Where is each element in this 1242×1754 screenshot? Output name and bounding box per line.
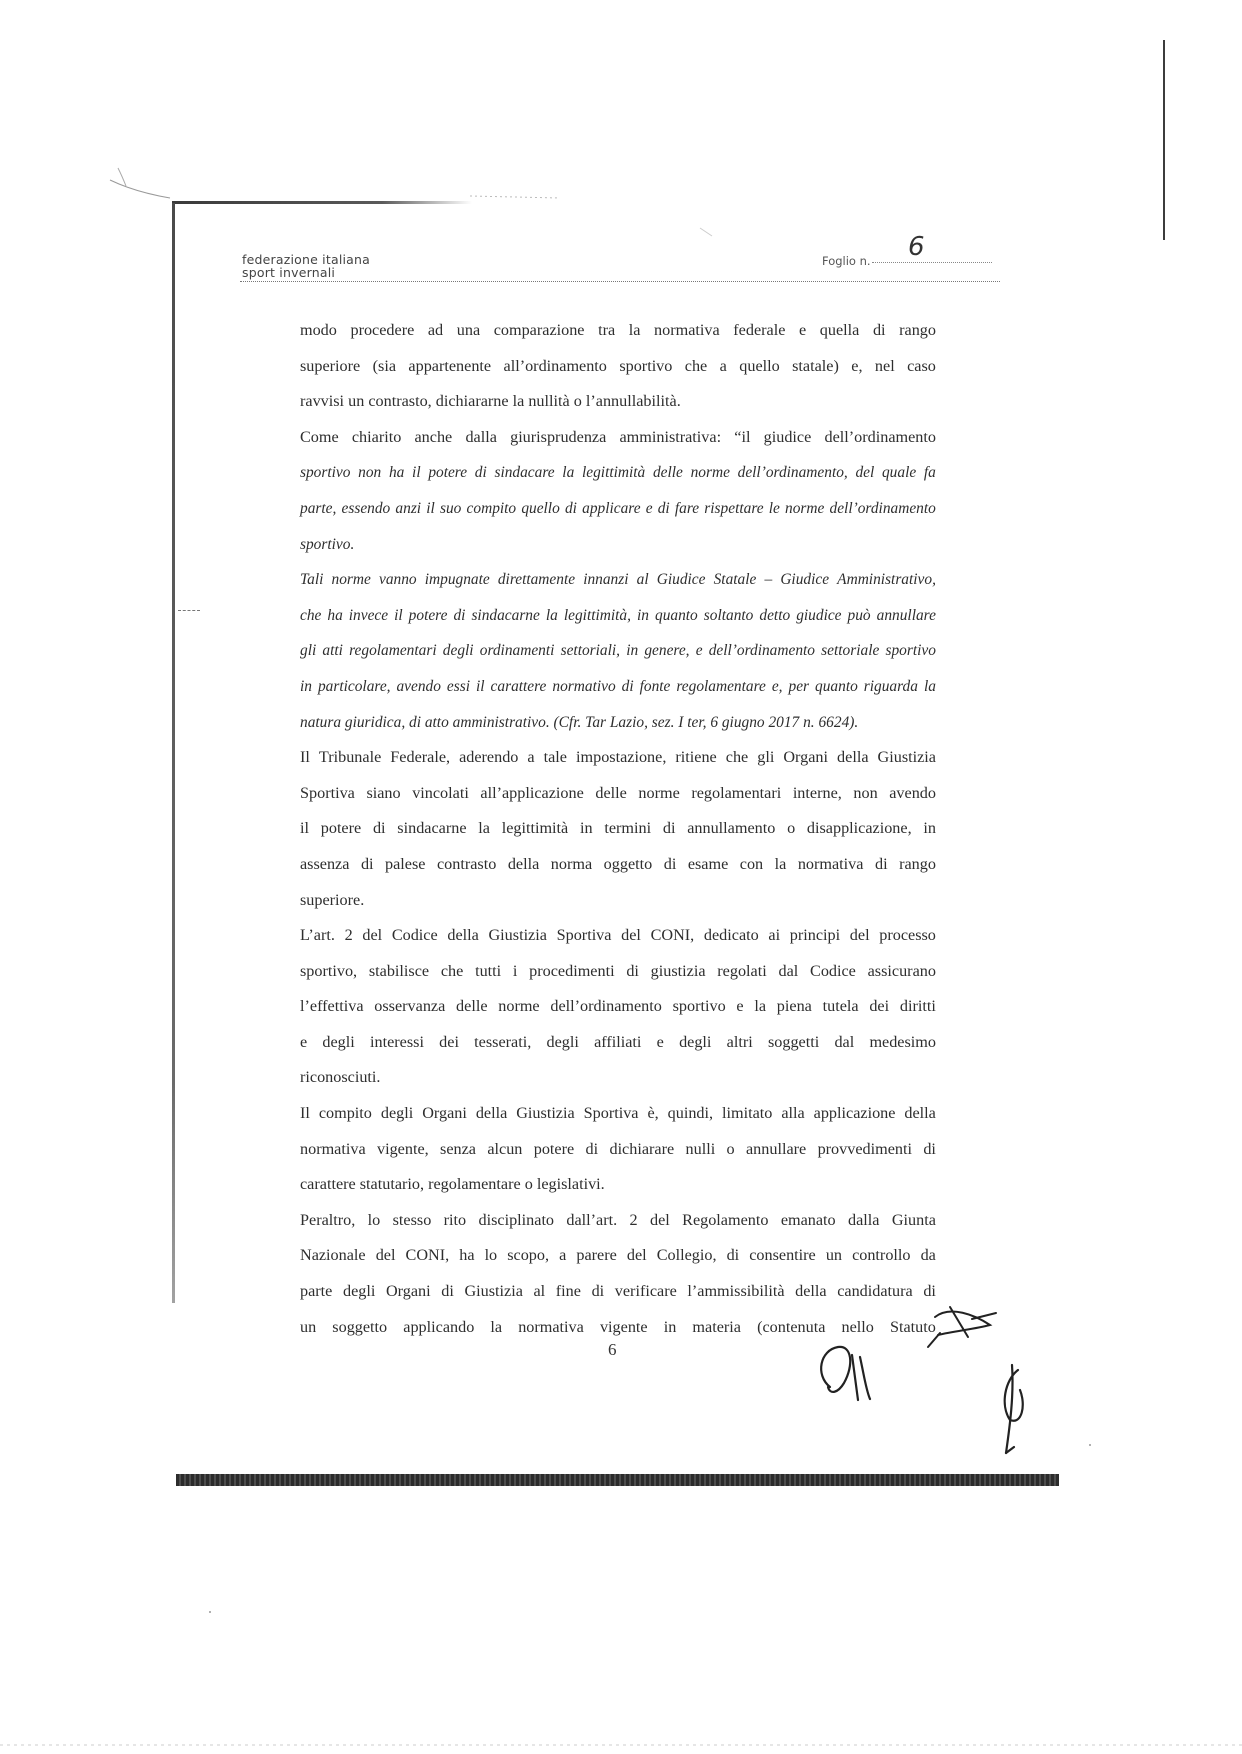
text-line: Il compito degli Organi della Giustizia Sportiva è, quindi, limitato alla applicazione della	[300, 1104, 936, 1123]
signature-initials-1	[821, 1347, 870, 1400]
text-line: gli atti regolamentari degli ordinamenti settoriali, in genere, e dell’ordinamento settoriale sportivo	[300, 642, 936, 660]
text-line: riconosciuti.	[300, 1068, 381, 1087]
text-line: superiore (sia appartenente all’ordinamento sportivo che a quello statale) e, nel caso	[300, 356, 936, 375]
text-line: parte, essendo anzi il suo compito quello di applicare e di fare rispettare le norme dell’ordinamento	[300, 499, 936, 517]
text-line: che ha invece il potere di sindacarne la legittimità, in quanto soltanto detto giudice può annullare	[300, 606, 936, 624]
text-line: sportivo non ha il potere di sindacare la legittimità delle norme dell’ordinamento, del quale fa	[300, 464, 936, 482]
text-line: assenza di palese contrasto della norma oggetto di esame con la normativa di rango	[300, 854, 936, 873]
sheet-label: Foglio n.	[822, 254, 871, 268]
page-frame-left	[172, 203, 175, 1303]
text-line: in particolare, avendo essi il carattere normativo di fonte regolamentare e, per quanto riguarda la	[300, 677, 936, 695]
text-line: parte degli Organi di Giustizia al fine di verificare l’ammissibilità della candidatura di	[300, 1282, 936, 1301]
letterhead	[242, 253, 370, 279]
text-line: superiore.	[300, 890, 365, 909]
text-line: ravvisi un contrasto, dichiararne la nullità o l’annullabilità.	[300, 392, 681, 411]
text-line: normativa vigente, senza alcun potere di dichiarare nulli o annullare provvedimenti di	[300, 1139, 936, 1158]
page-number: 6	[608, 1340, 617, 1359]
text-line: Nazionale del CONI, ha lo scopo, a parere del Collegio, di consentire un controllo da	[300, 1246, 936, 1265]
text-line: il potere di sindacarne la legittimità in termini di annullamento o disapplicazione, in	[300, 819, 936, 838]
margin-mark	[178, 610, 200, 611]
handwritten-signatures	[800, 1295, 1040, 1465]
org-name-line2: sport invernali	[242, 265, 336, 280]
text-line: un soggetto applicando la normativa vigente in materia (contenuta nello Statuto	[300, 1317, 936, 1336]
sheet-number-dots	[872, 262, 992, 263]
text-line: modo procedere ad una comparazione tra la normativa federale e quella di rango	[300, 321, 936, 339]
org-name-line1: federazione italiana	[242, 252, 371, 267]
footer-bar	[176, 1474, 1059, 1486]
document-body	[300, 313, 936, 1345]
sheet-number: 6	[908, 232, 925, 262]
text-line: Come chiarito anche dalla giurisprudenza amministrativa: “il giudice dell’ordinamento	[300, 427, 936, 446]
text-line: l’effettiva osservanza delle norme dell’ordinamento sportivo e la piena tutela dei diritti	[300, 997, 936, 1016]
header-rule	[240, 281, 1000, 282]
signature-3	[1005, 1365, 1023, 1453]
text-line: e degli interessi dei tesserati, degli affiliati e degli altri soggetti dal medesimo	[300, 1032, 936, 1051]
text-line: sportivo.	[300, 535, 355, 553]
text-line: carattere statutario, regolamentare o legislativi.	[300, 1175, 605, 1194]
scan-edge-line	[1163, 40, 1165, 240]
text-line: Il Tribunale Federale, aderendo a tale impostazione, ritiene che gli Organi della Giustizia	[300, 748, 936, 767]
text-line: Tali norme vanno impugnate direttamente innanzi al Giudice Statale – Giudice Amministrativo,	[300, 571, 936, 589]
text-line: Peraltro, lo stesso rito disciplinato dall’art. 2 del Regolamento emanato dalla Giunta	[300, 1210, 936, 1229]
page-frame-top	[172, 201, 472, 204]
text-line: L’art. 2 del Codice della Giustizia Sportiva del CONI, dedicato ai principi del processo	[300, 926, 936, 945]
text-line: natura giuridica, di atto amministrativo. (Cfr. Tar Lazio, sez. I ter, 6 giugno 2017 n. 6624).	[300, 713, 859, 731]
text-line: sportivo, stabilisce che tutti i procedimenti di giustizia regolati dal Codice assicurano	[300, 961, 936, 980]
text-line: Sportiva siano vincolati all’applicazione delle norme regolamentari interne, non avendo	[300, 783, 936, 802]
signature-2	[928, 1307, 996, 1347]
